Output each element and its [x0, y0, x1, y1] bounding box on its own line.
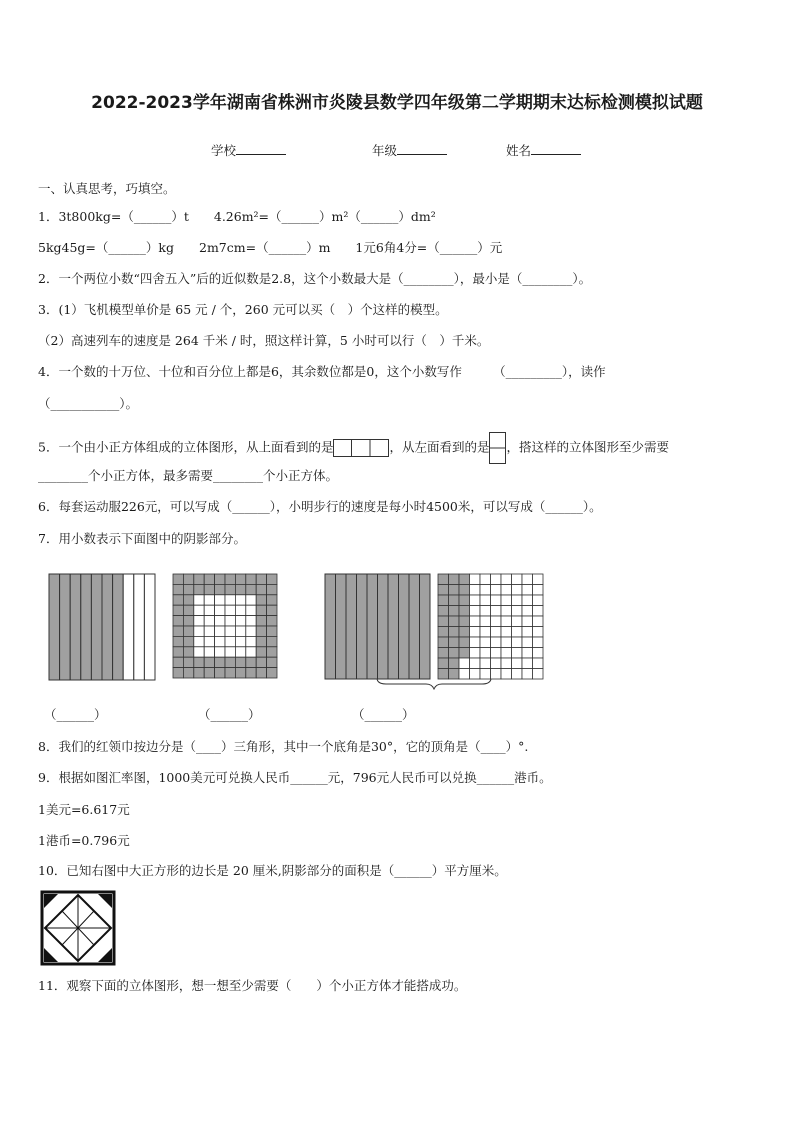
grid-cell	[501, 616, 512, 627]
grid-cell	[204, 626, 214, 636]
grid-cell	[449, 658, 460, 669]
grid-cell	[267, 657, 277, 667]
grid-cell	[501, 637, 512, 648]
grid-cell	[173, 574, 183, 584]
grid-cell	[204, 595, 214, 605]
grid-cell	[194, 595, 204, 605]
grid-cell	[501, 585, 512, 596]
column-cell	[367, 574, 378, 679]
grid-cell	[225, 626, 235, 636]
grid-cell	[246, 636, 256, 646]
school-field	[211, 141, 286, 159]
question-3-part-1: 3．(1）飞机模型单价是 65 元 / 个，260 元可以买（ ）个这样的模型。	[38, 302, 448, 317]
grid-cell	[204, 584, 214, 594]
grid-cell	[194, 657, 204, 667]
grid-cell	[173, 616, 183, 626]
grid-cell	[438, 585, 449, 596]
grid-cell	[533, 574, 544, 585]
grid-cell	[512, 637, 523, 648]
question-4-line-1: 4．一个数的十万位、十位和百分位上都是6，其余数位都是0，这个小数写作 （_________），读作	[38, 364, 606, 379]
grid-cell	[522, 595, 533, 606]
grid-cell	[480, 637, 491, 648]
grid-cell	[438, 648, 449, 659]
question-11: 11．观察下面的立体图形，想一想至少需要（ ）个小正方体才能搭成功。	[38, 978, 467, 993]
grid-cell	[480, 585, 491, 596]
grid-cell	[246, 574, 256, 584]
grid-cell	[491, 627, 502, 638]
grid-cell	[438, 595, 449, 606]
q7-answer-blank-1: （______）	[44, 707, 107, 722]
column-cell	[336, 574, 347, 679]
grid-cell	[225, 668, 235, 678]
grid-cell	[522, 585, 533, 596]
grid-cell	[267, 605, 277, 615]
grid-cell	[215, 605, 225, 615]
grid-cell	[194, 668, 204, 678]
column-cell	[113, 574, 124, 680]
grid-cell	[470, 648, 481, 659]
grid-cell	[183, 668, 193, 678]
grid-cell	[235, 605, 245, 615]
grid-cell	[501, 648, 512, 659]
grid-cell	[491, 669, 502, 680]
grid-cell	[183, 657, 193, 667]
name-label: 姓名	[506, 143, 532, 158]
grid-cell	[225, 574, 235, 584]
grid-cell	[235, 647, 245, 657]
grid-cell	[173, 584, 183, 594]
grid-cell	[470, 595, 481, 606]
grid-cell	[256, 668, 266, 678]
grid-cell	[459, 616, 470, 627]
column-cell	[134, 574, 145, 680]
school-label: 学校	[211, 143, 237, 158]
grid-cell	[522, 658, 533, 669]
name-blank	[531, 142, 581, 155]
grid-cell	[246, 616, 256, 626]
grid-cell	[194, 574, 204, 584]
grid-cell	[480, 658, 491, 669]
grid-cell	[215, 595, 225, 605]
grid-cell	[215, 616, 225, 626]
grid-cell	[480, 595, 491, 606]
question-5-line-2: ________个小正方体，最多需要________个小正方体。	[38, 468, 339, 483]
grade-label: 年级	[372, 143, 398, 158]
grid-cell	[522, 637, 533, 648]
grid-cell	[533, 637, 544, 648]
grade-blank	[397, 142, 447, 155]
column-cell	[388, 574, 399, 679]
question-4-line-2: （___________）。	[38, 396, 139, 411]
grid-cell	[501, 627, 512, 638]
grade-field	[372, 141, 447, 159]
grid-cell	[235, 626, 245, 636]
column-cell	[144, 574, 155, 680]
school-blank	[236, 142, 286, 155]
grid-cell	[449, 637, 460, 648]
grid-cell	[246, 657, 256, 667]
grid-cell	[533, 627, 544, 638]
column-cell	[420, 574, 431, 679]
grid-cell	[491, 648, 502, 659]
brace-icon	[376, 678, 492, 690]
grid-cell	[256, 584, 266, 594]
grid-cell	[215, 626, 225, 636]
grid-cell	[256, 626, 266, 636]
grid-cell	[512, 585, 523, 596]
grid-cell	[183, 584, 193, 594]
grid-cell	[491, 574, 502, 585]
square-folding-figure	[40, 890, 116, 966]
grid-cell	[459, 648, 470, 659]
column-cell	[357, 574, 368, 679]
column-cell	[81, 574, 92, 680]
grid-cell	[204, 574, 214, 584]
grid-cell	[533, 585, 544, 596]
column-cell	[102, 574, 113, 680]
grid-cell	[501, 595, 512, 606]
column-cell	[60, 574, 71, 680]
grid-cell	[173, 626, 183, 636]
column-cell	[378, 574, 389, 679]
grid-cell	[522, 606, 533, 617]
grid-cell	[491, 606, 502, 617]
grid-cell	[512, 648, 523, 659]
grid-cell	[522, 627, 533, 638]
grid-cell	[267, 595, 277, 605]
grid-cell	[480, 648, 491, 659]
grid-cell	[204, 657, 214, 667]
grid-cell	[246, 647, 256, 657]
page-title: 2022-2023学年湖南省株洲市炎陵县数学四年级第二学期期末达标检测模拟试题	[91, 93, 703, 113]
question-7: 7．用小数表示下面图中的阴影部分。	[38, 531, 246, 546]
grid-cell	[438, 658, 449, 669]
grid-cell	[449, 574, 460, 585]
grid-cell	[267, 626, 277, 636]
grid-cell	[235, 668, 245, 678]
exchange-rate-hkd: 1港币=0.796元	[38, 833, 130, 848]
grid-cell	[491, 595, 502, 606]
grid-cell	[225, 657, 235, 667]
grid-cell	[235, 616, 245, 626]
grid-cell	[449, 627, 460, 638]
grid-cell	[491, 658, 502, 669]
column-cell	[399, 574, 410, 679]
grid-cell	[501, 606, 512, 617]
grid-cell	[235, 636, 245, 646]
grid-cell	[225, 616, 235, 626]
question-5-text-c: ，搭这样的立体图形至少需要	[506, 439, 669, 455]
grid-cell	[459, 658, 470, 669]
grid-cell	[470, 627, 481, 638]
grid-cell	[512, 574, 523, 585]
grid-cell	[459, 606, 470, 617]
grid-cell	[533, 669, 544, 680]
grid-cell	[480, 616, 491, 627]
grid-cell	[501, 658, 512, 669]
grid-cell	[235, 595, 245, 605]
q7-answer-blank-3: （______）	[352, 707, 415, 722]
decimal-figure-2	[172, 573, 278, 679]
grid-cell	[194, 626, 204, 636]
grid-cell	[438, 574, 449, 585]
grid-cell	[246, 595, 256, 605]
grid-cell	[183, 574, 193, 584]
grid-cell	[533, 658, 544, 669]
grid-cell	[491, 616, 502, 627]
q7-answer-blank-2: （______）	[198, 707, 261, 722]
grid-cell	[173, 636, 183, 646]
grid-cell	[267, 647, 277, 657]
grid-cell	[246, 626, 256, 636]
grid-cell	[438, 637, 449, 648]
grid-cell	[449, 648, 460, 659]
grid-cell	[173, 657, 183, 667]
grid-cell	[225, 636, 235, 646]
grid-cell	[256, 616, 266, 626]
grid-cell	[256, 657, 266, 667]
grid-cell	[235, 657, 245, 667]
column-cell	[49, 574, 60, 680]
grid-cell	[512, 627, 523, 638]
grid-cell	[183, 595, 193, 605]
grid-cell	[256, 647, 266, 657]
grid-cell	[246, 668, 256, 678]
grid-cell	[246, 584, 256, 594]
grid-cell	[438, 627, 449, 638]
grid-cell	[215, 574, 225, 584]
grid-cell	[225, 605, 235, 615]
grid-cell	[225, 584, 235, 594]
column-cell	[325, 574, 336, 679]
grid-cell	[459, 585, 470, 596]
name-field	[506, 141, 581, 159]
column-cell	[123, 574, 134, 680]
grid-cell	[470, 658, 481, 669]
grid-cell	[204, 616, 214, 626]
question-8: 8．我们的红领巾按边分是（____）三角形，其中一个底角是30°，它的顶角是（____）°.	[38, 739, 529, 754]
grid-cell	[533, 648, 544, 659]
question-10: 10．已知右图中大正方形的边长是 20 厘米,阴影部分的面积是（______）平方厘米。	[38, 863, 507, 878]
grid-cell	[512, 606, 523, 617]
grid-cell	[449, 595, 460, 606]
grid-cell	[215, 584, 225, 594]
grid-cell	[215, 668, 225, 678]
exchange-rate-usd: 1美元=6.617元	[38, 802, 130, 817]
grid-cell	[194, 616, 204, 626]
grid-cell	[235, 574, 245, 584]
grid-cell	[449, 585, 460, 596]
grid-cell	[194, 636, 204, 646]
grid-cell	[256, 595, 266, 605]
grid-cell	[459, 595, 470, 606]
column-cell	[91, 574, 102, 680]
grid-cell	[522, 574, 533, 585]
grid-cell	[449, 616, 460, 627]
grid-cell	[522, 648, 533, 659]
grid-cell	[267, 584, 277, 594]
grid-cell	[204, 647, 214, 657]
grid-cell	[204, 605, 214, 615]
question-5-text-b: ，从左面看到的是	[389, 439, 490, 455]
column-cell	[346, 574, 357, 679]
grid-cell	[512, 595, 523, 606]
decimal-figure-3-grid	[437, 573, 544, 680]
grid-cell	[501, 574, 512, 585]
grid-cell	[533, 595, 544, 606]
grid-cell	[235, 584, 245, 594]
grid-cell	[438, 606, 449, 617]
grid-cell	[183, 605, 193, 615]
grid-cell	[204, 668, 214, 678]
question-5-text-a: 5．一个由小正方体组成的立体图形，从上面看到的是	[38, 439, 334, 455]
grid-cell	[491, 585, 502, 596]
decimal-figure-1	[48, 573, 156, 681]
grid-cell	[522, 616, 533, 627]
grid-cell	[256, 574, 266, 584]
grid-cell	[470, 585, 481, 596]
grid-cell	[480, 606, 491, 617]
grid-cell	[194, 647, 204, 657]
question-5-line-1	[38, 432, 669, 464]
grid-cell	[512, 669, 523, 680]
grid-cell	[256, 636, 266, 646]
grid-cell	[215, 636, 225, 646]
grid-cell	[267, 616, 277, 626]
grid-cell	[256, 605, 266, 615]
column-cell	[70, 574, 81, 680]
grid-cell	[225, 647, 235, 657]
question-9: 9．根据如图汇率图，1000美元可兑换人民币______元，796元人民币可以兑换______港币。	[38, 770, 552, 785]
decimal-figure-3-columns	[324, 573, 431, 680]
grid-cell	[173, 605, 183, 615]
question-3-part-2: （2）高速列车的速度是 264 千米 / 时，照这样计算，5 小时可以行（ ）千米。	[38, 333, 490, 348]
grid-cell	[183, 616, 193, 626]
grid-cell	[449, 606, 460, 617]
question-1-line-1: 1．3t800kg=（______）t 4.26m²=（______）m²（______）dm²	[38, 209, 436, 224]
column-cell	[409, 574, 420, 679]
grid-cell	[480, 627, 491, 638]
grid-cell	[470, 616, 481, 627]
question-1-line-2: 5kg45g=（______）kg 2m7cm=（______）m 1元6角4分=（______）元	[38, 240, 503, 255]
grid-cell	[225, 595, 235, 605]
grid-cell	[194, 584, 204, 594]
grid-cell	[522, 669, 533, 680]
question-6: 6．每套运动服226元，可以写成（______），小明步行的速度是每小时4500米，可以写成（______）。	[38, 499, 602, 514]
grid-cell	[480, 574, 491, 585]
grid-cell	[459, 637, 470, 648]
grid-cell	[470, 574, 481, 585]
section-heading: 一、认真思考，巧填空。	[38, 181, 176, 196]
grid-cell	[215, 657, 225, 667]
grid-cell	[267, 668, 277, 678]
grid-cell	[215, 647, 225, 657]
grid-cell	[183, 647, 193, 657]
grid-cell	[246, 605, 256, 615]
question-2: 2．一个两位小数“四舍五入”后的近似数是2.8，这个小数最大是（________），最小是（________）。	[38, 271, 592, 286]
grid-cell	[173, 595, 183, 605]
grid-cell	[183, 626, 193, 636]
grid-cell	[512, 658, 523, 669]
grid-cell	[194, 605, 204, 615]
grid-cell	[491, 637, 502, 648]
grid-cell	[533, 616, 544, 627]
grid-cell	[173, 668, 183, 678]
grid-cell	[183, 636, 193, 646]
grid-cell	[501, 669, 512, 680]
grid-cell	[459, 627, 470, 638]
grid-cell	[267, 574, 277, 584]
grid-cell	[267, 636, 277, 646]
grid-cell	[470, 606, 481, 617]
grid-cell	[459, 574, 470, 585]
left-view-figure	[489, 432, 506, 464]
grid-cell	[438, 616, 449, 627]
grid-cell	[470, 637, 481, 648]
grid-cell	[204, 636, 214, 646]
grid-cell	[512, 616, 523, 627]
grid-cell	[173, 647, 183, 657]
top-view-figure	[333, 439, 389, 457]
grid-cell	[533, 606, 544, 617]
